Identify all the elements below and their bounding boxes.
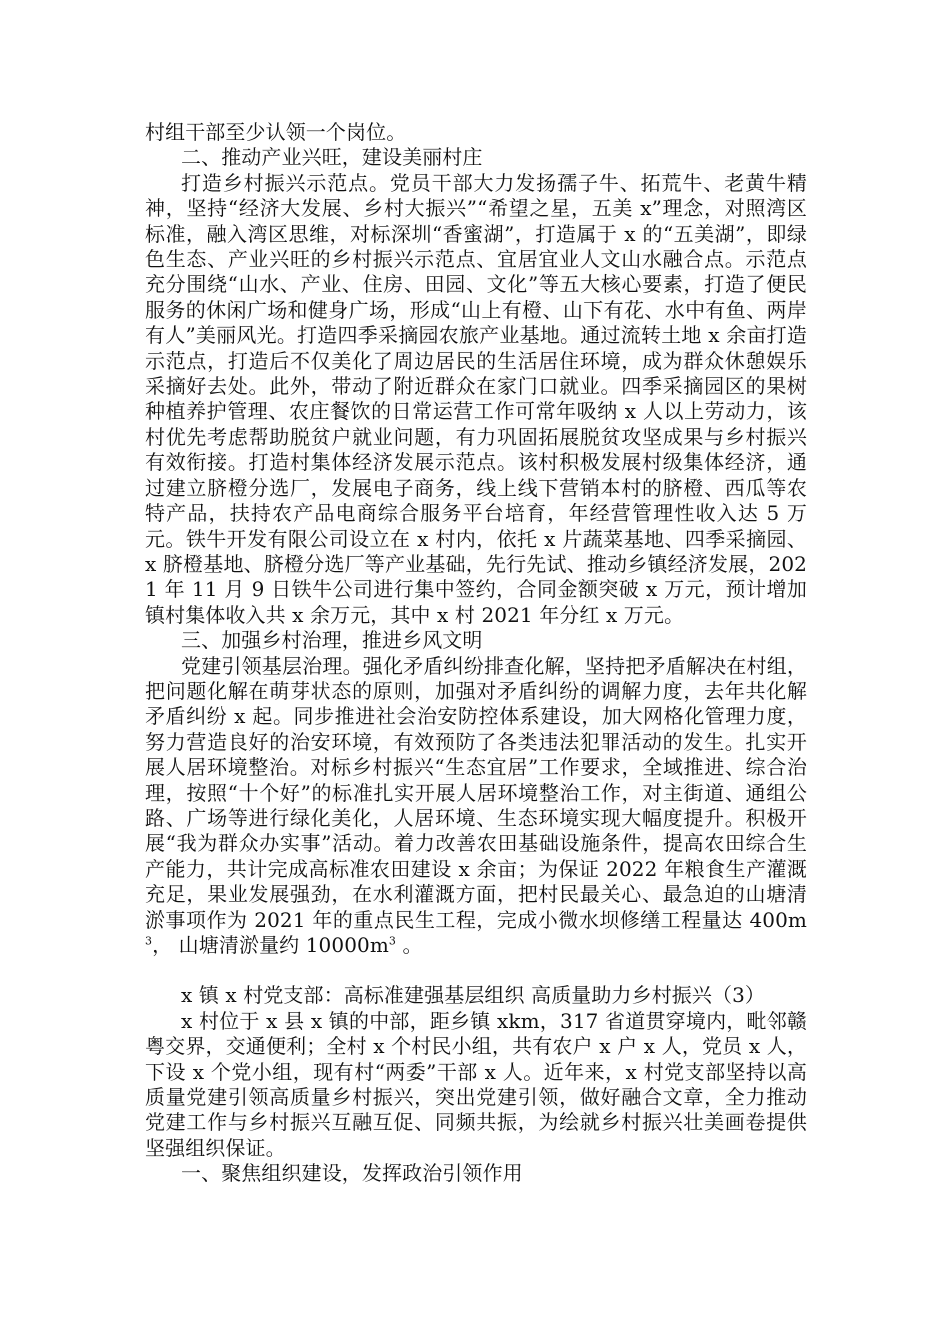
- blank-line: [145, 958, 807, 983]
- governance-text: 党建引领基层治理。强化矛盾纠纷排查化解，坚持把矛盾解决在村组，把问题化解在萌芽状态的原则，加强对矛盾纠纷的调解力度，去年共化解矛盾纠纷 x 起。同步推进社会治安防控体系建设，加大网格化管理力度，努力营造良好的治安环境，有效预防了各类违法犯罪活动的发生。扎实开展人居环境整治。对标乡村振兴“生态宜居”工作要求，全域推进、综合治理，按照“十个好”的标准扎实开展人居环境整治工作，对主街道、通组公路、广场等进行绿化美化，人居环境、生态环境实现大幅度提升。积极开展“我为群众办实事”活动。着力改善农田基础设施条件，提高农田综合生产能力，共计完成高标准农田建设 x 余亩；为保证 2022 年粮食生产灌溉充足，果业发展强劲，在水利灌溉方面，把村民最关心、最急迫的山塘清淤事项作为 2021 年的重点民生工程，完成小微水坝修缮工程量达 400m: [145, 653, 807, 932]
- paragraph-intro: x 村位于 x 县 x 镇的中部，距乡镇 xkm，317 省道贯穿境内，毗邻赣粤交界，交通便利；全村 x 个村民小组，共有农户 x 户 x 人，党员 x 人，下设 x 个党小组，现有村“两委”干部 x 人。近年来，x 村党支部坚持以高质量党建引领高质量乡村振兴，突出党建引领，做好融合文章，全力推动党建工作与乡村振兴互融互促、同频共振，为绘就乡村振兴壮美画卷提供坚强组织保证。: [145, 1008, 807, 1160]
- heading-governance: 三、加强乡村治理，推进乡风文明: [181, 628, 483, 653]
- document-body: [145, 120, 807, 1187]
- paragraph-continuation: 村组干部至少认领一个岗位。: [145, 120, 407, 144]
- paragraph-industry: 打造乡村振兴示范点。党员干部大力发扬孺子牛、拓荒牛、老黄牛精神，坚持“经济大发展、乡村大振兴”“希望之星，五美 x”理念，对照湾区标准，融入湾区思维，对标深圳“香蜜湖”，打造属于 x 的“五美湖”，即绿色生态、产业兴旺的乡村振兴示范点、宜居宜业人文山水融合点。示范点充分围绕“山水、产业、住房、田园、文化”等五大核心要素，打造了便民服务的休闲广场和健身广场，形成“山上有橙、山下有花、水中有鱼、两岸有人”美丽风光。打造四季采摘园农旅产业基地。通过流转土地 x 余亩打造示范点，打造后不仅美化了周边居民的生活居住环境，成为群众休憩娱乐采摘好去处。此外，带动了附近群众在家门口就业。四季采摘园区的果树种植养护管理、农庄餐饮的日常运营工作可常年吸纳 x 人以上劳动力，该村优先考虑帮助脱贫户就业问题，有力巩固拓展脱贫攻坚成果与乡村振兴有效衔接。打造村集体经济发展示范点。该村积极发展村级集体经济，通过建立脐橙分选厂，发展电子商务，线上线下营销本村的脐橙、西瓜等农特产品，扶持农产品电商综合服务平台培育，年经营管理性收入达 5 万元。铁牛开发有限公司设立在 x 村内，依托 x 片蔬菜基地、四季采摘园、x 脐橙基地、脐橙分选厂等产业基础，先行先试、推动乡镇经济发展，2021 年 11 月 9 日铁牛公司进行集中签约，合同金额突破 x 万元，预计增加镇村集体收入共 x 余万元，其中 x 村 2021 年分红 x 万元。: [145, 170, 807, 627]
- governance-text-mid: ， 山塘清淤量约 10000m: [152, 933, 389, 957]
- heading-organization: 一、聚焦组织建设，发挥政治引领作用: [181, 1161, 523, 1186]
- superscript-cubed: 3: [145, 934, 153, 948]
- paragraph-governance: [145, 654, 807, 959]
- heading-industry: 二、推动产业兴旺，建设美丽村庄: [181, 145, 483, 170]
- governance-text-end: 。: [396, 933, 423, 957]
- superscript-cubed: 3: [388, 934, 397, 948]
- section-title: x 镇 x 村党支部：高标准建强基层组织 高质量助力乡村振兴（3）: [181, 983, 766, 1008]
